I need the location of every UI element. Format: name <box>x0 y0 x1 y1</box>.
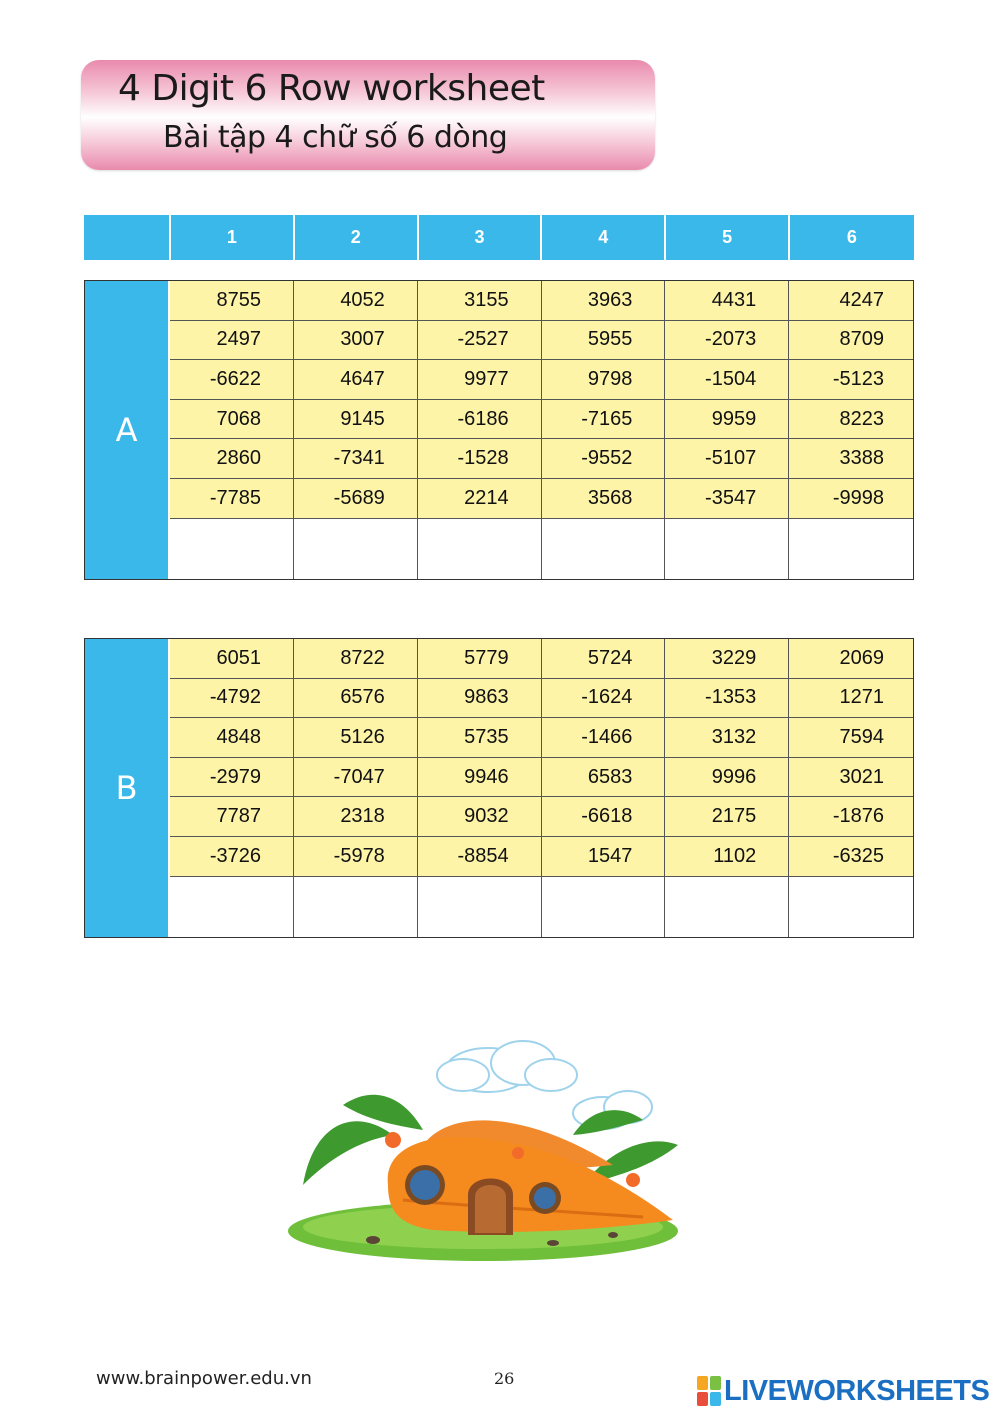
number-row <box>170 321 913 361</box>
number-cell: 9977 <box>418 360 542 399</box>
number-cell: 3021 <box>839 765 884 788</box>
number-cell: -2073 <box>665 321 789 360</box>
answer-input[interactable] <box>170 519 294 579</box>
number-cell: 7068 <box>170 400 294 439</box>
answer-input[interactable] <box>542 519 666 579</box>
number-cell: 3155 <box>418 281 542 320</box>
number-cell: 8223 <box>839 407 884 430</box>
number-row <box>170 837 913 877</box>
column-header-4: 4 <box>542 215 666 260</box>
column-header-1: 1 <box>171 215 295 260</box>
number-cell: 6051 <box>170 639 294 678</box>
answer-input[interactable] <box>418 877 542 937</box>
number-cell: 9959 <box>665 400 789 439</box>
number-cell: -6622 <box>170 360 294 399</box>
number-grid <box>170 639 913 937</box>
number-cell: 9145 <box>294 400 418 439</box>
number-cell: -5978 <box>294 837 418 876</box>
number-cell: 2860 <box>170 439 294 478</box>
number-row <box>170 281 913 321</box>
block-b <box>84 638 914 938</box>
number-cell: -8854 <box>418 837 542 876</box>
answer-input[interactable] <box>542 877 666 937</box>
number-cell: 4052 <box>294 281 418 320</box>
answer-input[interactable] <box>789 519 913 579</box>
answer-input[interactable] <box>170 877 294 937</box>
number-cell: 8709 <box>839 328 884 351</box>
number-cell: 5735 <box>418 718 542 757</box>
number-cell: -5123 <box>832 368 884 391</box>
number-cell: -5689 <box>294 479 418 518</box>
answer-input[interactable] <box>294 877 418 937</box>
liveworksheets-brand: LIVEWORKSHEETS <box>724 1374 990 1407</box>
number-cell: 1547 <box>542 837 666 876</box>
number-cell: 9032 <box>418 797 542 836</box>
number-cell: -6325 <box>832 844 884 867</box>
number-row <box>170 479 913 519</box>
answer-input[interactable] <box>665 877 789 937</box>
number-cell: -2979 <box>170 758 294 797</box>
number-cell: 1271 <box>839 686 884 709</box>
number-cell: 1102 <box>665 837 789 876</box>
number-grid <box>170 281 913 579</box>
number-cell: 6583 <box>542 758 666 797</box>
number-cell: 7787 <box>170 797 294 836</box>
number-cell: 9863 <box>418 679 542 718</box>
number-cell: 4431 <box>665 281 789 320</box>
number-cell: 5724 <box>542 639 666 678</box>
number-cell: 9996 <box>665 758 789 797</box>
number-cell: 8722 <box>294 639 418 678</box>
number-cell: 2214 <box>418 479 542 518</box>
answer-input[interactable] <box>665 519 789 579</box>
number-row <box>170 797 913 837</box>
number-cell: -3726 <box>170 837 294 876</box>
number-cell: -1466 <box>542 718 666 757</box>
number-cell: -1504 <box>665 360 789 399</box>
liveworksheets-logo <box>697 1374 989 1408</box>
title-banner <box>81 60 655 170</box>
number-cell: -1353 <box>665 679 789 718</box>
title-vietnamese: Bài tập 4 chữ số 6 dòng <box>163 120 508 155</box>
number-cell: 4247 <box>839 288 884 311</box>
number-cell: 2497 <box>170 321 294 360</box>
number-cell: 2069 <box>839 646 884 669</box>
number-cell: -5107 <box>665 439 789 478</box>
number-cell: 3229 <box>665 639 789 678</box>
column-header-3: 3 <box>419 215 543 260</box>
number-cell: 3388 <box>839 447 884 470</box>
footer-url: www.brainpower.edu.vn <box>96 1368 312 1389</box>
number-cell: -1876 <box>832 805 884 828</box>
number-cell: 3132 <box>665 718 789 757</box>
number-cell: 5955 <box>542 321 666 360</box>
answer-input[interactable] <box>789 877 913 937</box>
answer-row <box>170 519 913 579</box>
column-header-row <box>84 215 914 260</box>
block-label: B <box>85 639 170 937</box>
liveworksheets-mark-icon <box>697 1376 721 1406</box>
number-cell: 9798 <box>542 360 666 399</box>
block-label: A <box>85 281 170 579</box>
number-cell: 3007 <box>294 321 418 360</box>
number-cell: 4848 <box>170 718 294 757</box>
number-cell: 9946 <box>418 758 542 797</box>
number-cell: -1624 <box>542 679 666 718</box>
number-cell: -3547 <box>665 479 789 518</box>
number-cell: -7785 <box>170 479 294 518</box>
number-cell: -9552 <box>542 439 666 478</box>
number-row <box>170 639 913 679</box>
column-header-2: 2 <box>295 215 419 260</box>
number-cell: -2527 <box>418 321 542 360</box>
number-cell: 3568 <box>542 479 666 518</box>
number-row <box>170 439 913 479</box>
number-row <box>170 758 913 798</box>
number-row <box>170 360 913 400</box>
number-cell: -7047 <box>294 758 418 797</box>
page-number: 26 <box>494 1369 515 1388</box>
number-cell: 5779 <box>418 639 542 678</box>
number-cell: -7165 <box>542 400 666 439</box>
number-cell: -9998 <box>832 486 884 509</box>
number-cell: 6576 <box>294 679 418 718</box>
title-english: 4 Digit 6 Row worksheet <box>118 68 545 109</box>
column-header-5: 5 <box>666 215 790 260</box>
number-cell: 8755 <box>170 281 294 320</box>
number-cell: 2318 <box>294 797 418 836</box>
block-a <box>84 280 914 580</box>
number-row <box>170 679 913 719</box>
number-cell: -1528 <box>418 439 542 478</box>
number-row <box>170 400 913 440</box>
number-cell: 2175 <box>665 797 789 836</box>
number-cell: -4792 <box>170 679 294 718</box>
answer-row <box>170 877 913 937</box>
column-header-6: 6 <box>846 227 857 247</box>
number-cell: -6186 <box>418 400 542 439</box>
answer-input[interactable] <box>294 519 418 579</box>
number-cell: -7341 <box>294 439 418 478</box>
number-cell: 3963 <box>542 281 666 320</box>
number-row <box>170 718 913 758</box>
number-cell: 5126 <box>294 718 418 757</box>
number-cell: 7594 <box>839 726 884 749</box>
answer-input[interactable] <box>418 519 542 579</box>
header-corner <box>84 215 171 260</box>
carrot-house-illustration <box>283 1035 693 1265</box>
number-cell: -6618 <box>542 797 666 836</box>
number-cell: 4647 <box>294 360 418 399</box>
